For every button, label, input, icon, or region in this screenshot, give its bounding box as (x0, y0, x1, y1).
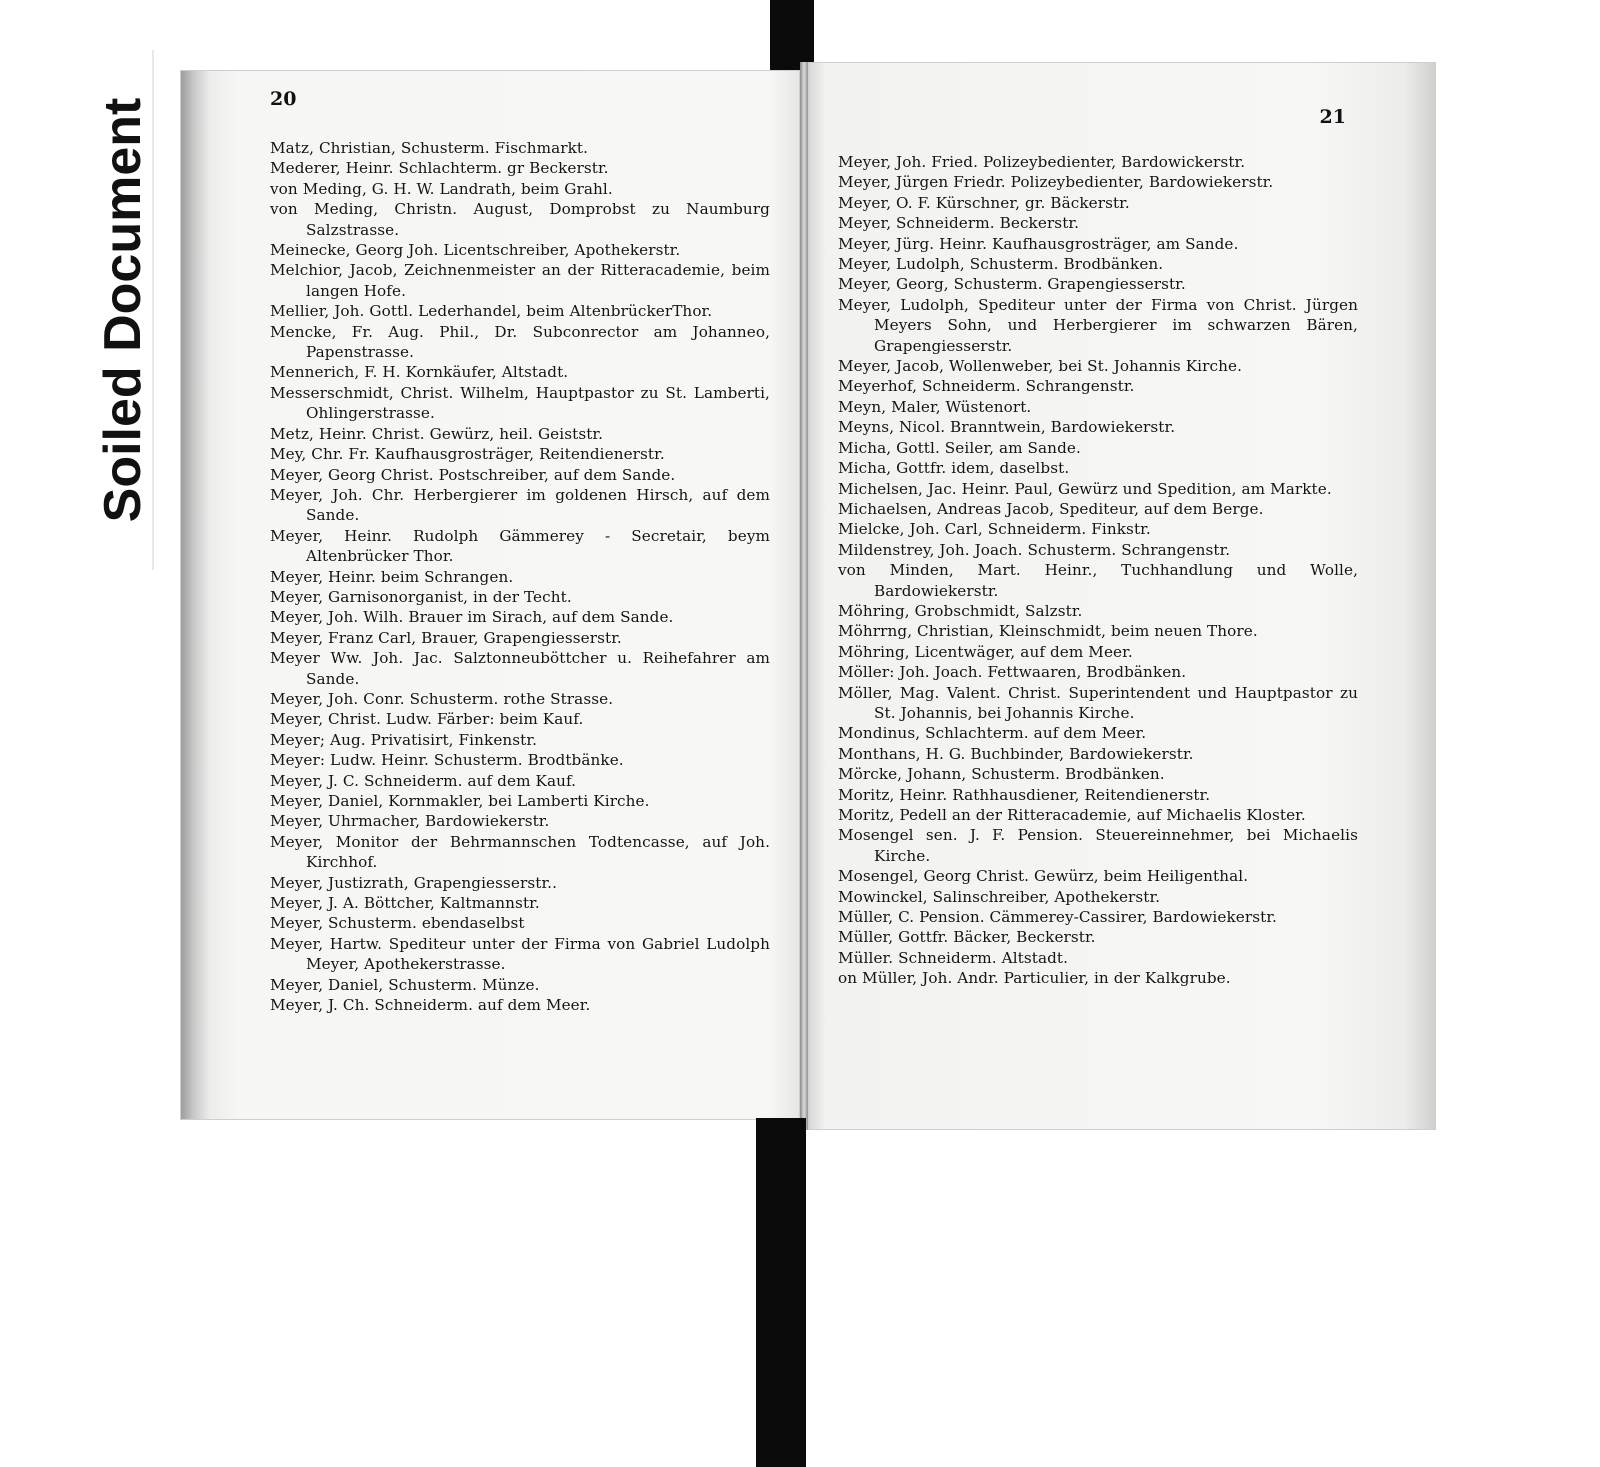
directory-entry: Möhring, Licentwäger, auf dem Meer. (838, 642, 1133, 661)
directory-entry: Mennerich, F. H. Kornkäufer, Altstadt. (270, 363, 569, 382)
right-page (808, 62, 1436, 1130)
directory-entry: Meyer, Uhrmacher, Bardowiekerstr. (270, 812, 550, 831)
directory-entry: Meyer, Jacob, Wollenweber, bei St. Johannis Kirche. (838, 357, 1243, 376)
directory-entry: Müller, Gottfr. Bäcker, Beckerstr. (838, 928, 1096, 947)
directory-entry: Möhrrng, Christian, Kleinschmidt, beim neuen Thore. (838, 622, 1258, 641)
directory-entry: Meyer, Joh. Chr. Herbergierer im goldenen Hirsch, auf dem Sande. (270, 485, 770, 525)
directory-entry: Metz, Heinr. Christ. Gewürz, heil. Geiststr. (270, 424, 604, 443)
directory-entry: Meyer, Justizrath, Grapengiesserstr.. (270, 873, 558, 892)
directory-entry: Meyer, J. A. Böttcher, Kaltmannstr. (270, 894, 540, 913)
directory-entry: Mielcke, Joh. Carl, Schneiderm. Finkstr. (838, 520, 1151, 539)
directory-entry: Mey, Chr. Fr. Kaufhausgrosträger, Reitendienerstr. (270, 445, 665, 464)
directory-entry: Meinecke, Georg Joh. Licentschreiber, Apothekerstr. (270, 241, 681, 260)
directory-entry: Meyer, Joh. Conr. Schusterm. rothe Strasse. (270, 689, 614, 708)
page-number-right: 21 (1319, 106, 1346, 128)
directory-entry: Meyer: Ludw. Heinr. Schusterm. Brodtbänke. (270, 751, 624, 770)
directory-entry: Michaelsen, Andreas Jacob, Spediteur, auf dem Berge. (838, 499, 1264, 518)
directory-entry: Micha, Gottl. Seiler, am Sande. (838, 438, 1081, 457)
stamp-text: Soiled Document (94, 97, 152, 523)
directory-entry: Matz, Christian, Schusterm. Fischmarkt. (270, 139, 589, 157)
directory-entry: Meyer, Daniel, Schusterm. Münze. (270, 975, 540, 994)
directory-entry: von Meding, Christn. August, Domprobst zu Naumburg Salzstrasse. (270, 200, 770, 239)
directory-entry: Meyer, Schneiderm. Beckerstr. (838, 214, 1080, 233)
directory-entry: Meyn, Maler, Wüstenort. (838, 397, 1032, 416)
directory-entry: Möller: Joh. Joach. Fettwaaren, Brodbänken. (838, 663, 1187, 682)
directory-entry: Meyer Ww. Joh. Jac. Salztonneuböttcher u. Reihefahrer am Sande. (270, 649, 770, 688)
directory-entry: Meyer, Ludolph, Schusterm. Brodbänken. (838, 255, 1164, 274)
directory-entry: Meyer; Aug. Privatisirt, Finkenstr. (270, 730, 538, 749)
directory-entry: Mencke, Fr. Aug. Phil., Dr. Subconrector am Johanneo, Papenstrasse. (270, 322, 770, 362)
page-number-left: 20 (270, 88, 297, 110)
directory-entry: Meyer, Schusterm. ebendaselbst (270, 914, 525, 933)
left-directory-list (270, 138, 770, 1015)
directory-entry: Meyer, Daniel, Kornmakler, bei Lamberti Kirche. (270, 792, 650, 810)
left-page (180, 70, 800, 1120)
directory-entry: Mederer, Heinr. Schlachterm. gr Beckerstr. (270, 159, 609, 178)
directory-entry: Meyer, Franz Carl, Brauer, Grapengiesserstr. (270, 628, 622, 647)
directory-entry: Meyns, Nicol. Branntwein, Bardowiekerstr. (838, 418, 1176, 437)
directory-entry: Micha, Gottfr. idem, daselbst. (838, 459, 1070, 478)
directory-entry: Monthans, H. G. Buchbinder, Bardowiekerstr. (838, 744, 1194, 763)
right-directory-list (838, 152, 1358, 989)
binding-spine-bottom (756, 1118, 806, 1467)
directory-entry: Messerschmidt, Christ. Wilhelm, Hauptpastor zu St. Lamberti, Ohlingerstrasse. (270, 383, 770, 423)
directory-entry: Mowinckel, Salinschreiber, Apothekerstr. (838, 887, 1161, 906)
directory-entry: Meyer, Jürg. Heinr. Kaufhausgrosträger, am Sande. (838, 234, 1239, 253)
directory-entry: Meyer, Georg, Schusterm. Grapengiesserstr. (838, 275, 1186, 294)
directory-entry: Mellier, Joh. Gottl. Lederhandel, beim AltenbrückerThor. (270, 302, 713, 321)
directory-entry: Moritz, Pedell an der Ritteracademie, auf Michaelis Kloster. (838, 806, 1306, 824)
directory-entry: Meyer, J. Ch. Schneiderm. auf dem Meer. (270, 996, 591, 1015)
directory-entry: Möller, Mag. Valent. Christ. Superintendent und Hauptpastor zu St. Johannis, bei Johannis Kirche. (838, 683, 1358, 722)
soiled-document-stamp (94, 50, 154, 570)
directory-entry: Meyer, O. F. Kürschner, gr. Bäckerstr. (838, 193, 1130, 212)
directory-entry: Meyer, Joh. Wilh. Brauer im Sirach, auf dem Sande. (270, 608, 674, 627)
directory-entry: Müller. Schneiderm. Altstadt. (838, 948, 1069, 967)
directory-entry: von Meding, G. H. W. Landrath, beim Grahl. (270, 179, 613, 198)
directory-entry: Meyer, Hartw. Spediteur unter der Firma von Gabriel Ludolph Meyer, Apothekerstrasse. (270, 934, 770, 974)
directory-entry: Mosengel, Georg Christ. Gewürz, beim Heiligenthal. (838, 867, 1249, 886)
directory-entry: Meyer, Heinr. beim Schrangen. (270, 567, 514, 586)
directory-entry: von Minden, Mart. Heinr., Tuchhandlung und Wolle, Bardowiekerstr. (838, 561, 1358, 600)
directory-entry: Möhring, Grobschmidt, Salzstr. (838, 601, 1083, 620)
directory-entry: Meyer, Garnisonorganist, in der Techt. (270, 587, 572, 606)
directory-entry: Meyer, Georg Christ. Postschreiber, auf dem Sande. (270, 465, 676, 484)
directory-entry: Mosengel sen. J. F. Pension. Steuereinnehmer, bei Michaelis Kirche. (838, 826, 1358, 865)
directory-entry: Meyerhof, Schneiderm. Schrangenstr. (838, 377, 1135, 396)
directory-entry: Meyer, Joh. Fried. Polizeybedienter, Bardowickerstr. (838, 153, 1246, 171)
directory-entry: Müller, C. Pension. Cämmerey-Cassirer, Bardowiekerstr. (838, 908, 1277, 927)
directory-entry: Melchior, Jacob, Zeichnenmeister an der Ritteracademie, beim langen Hofe. (270, 261, 770, 300)
directory-entry: on Müller, Joh. Andr. Particulier, in der Kalkgrube. (838, 969, 1231, 988)
directory-entry: Meyer, Monitor der Behrmannschen Todtencasse, auf Joh. Kirchhof. (270, 832, 770, 872)
directory-entry: Meyer, Christ. Ludw. Färber: beim Kauf. (270, 710, 584, 729)
directory-entry: Mondinus, Schlachterm. auf dem Meer. (838, 724, 1147, 743)
directory-entry: Mildenstrey, Joh. Joach. Schusterm. Schrangenstr. (838, 540, 1231, 559)
directory-entry: Meyer, J. C. Schneiderm. auf dem Kauf. (270, 771, 577, 790)
directory-entry: Moritz, Heinr. Rathhausdiener, Reitendienerstr. (838, 785, 1211, 804)
directory-entry: Mörcke, Johann, Schusterm. Brodbänken. (838, 765, 1165, 784)
directory-entry: Michelsen, Jac. Heinr. Paul, Gewürz und Spedition, am Markte. (838, 479, 1332, 498)
directory-entry: Meyer, Jürgen Friedr. Polizeybedienter, Bardowiekerstr. (838, 173, 1274, 192)
directory-entry: Meyer, Heinr. Rudolph Gämmerey - Secretair, beym Altenbrücker Thor. (270, 526, 770, 566)
directory-entry: Meyer, Ludolph, Spediteur unter der Firma von Christ. Jürgen Meyers Sohn, und Herbergierer im schwarzen Bären, Grapengiesserstr. (838, 295, 1358, 355)
